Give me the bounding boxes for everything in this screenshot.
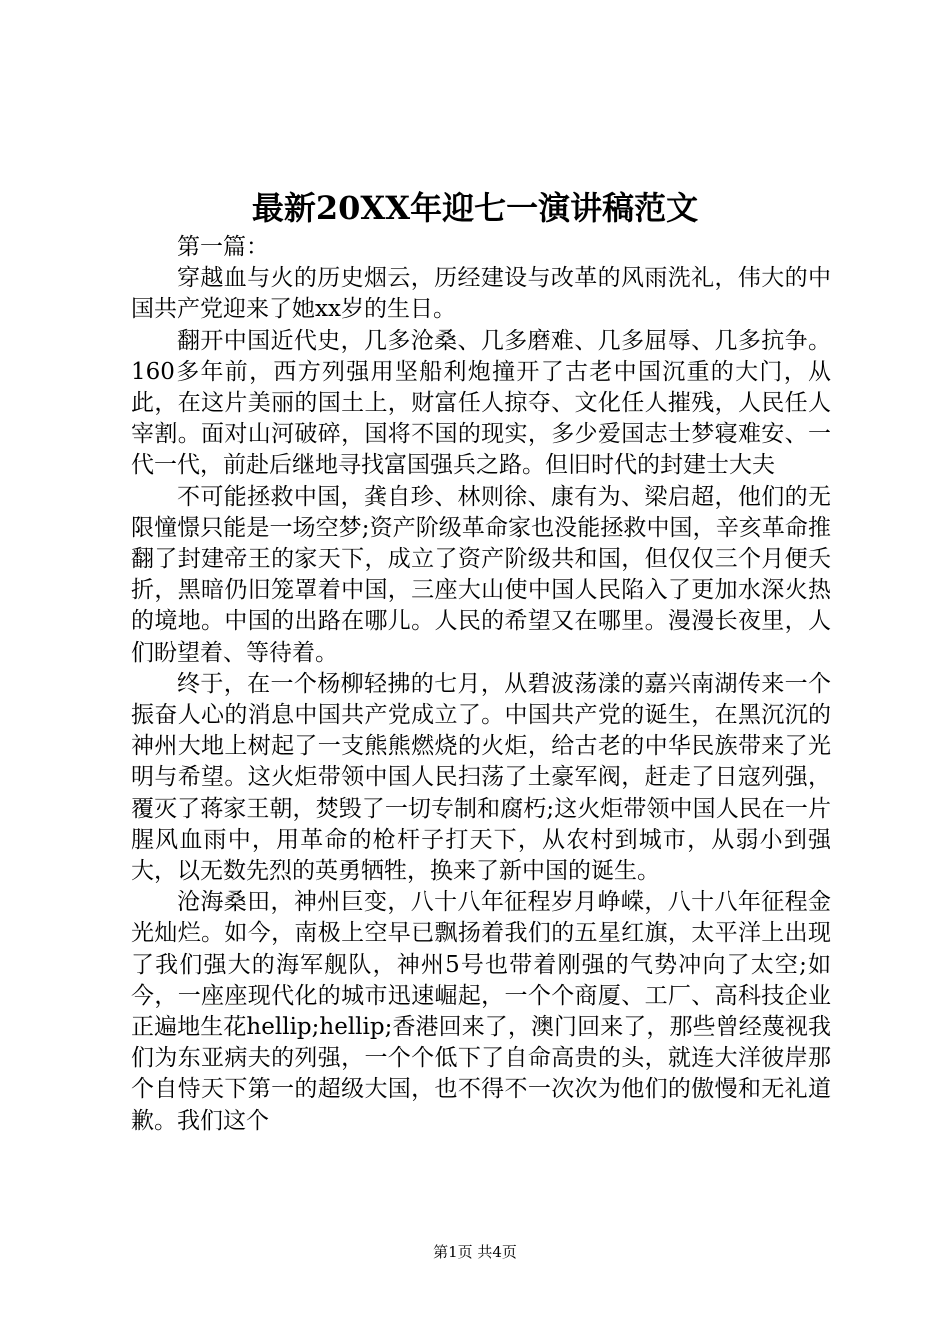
paragraph: 翻开中国近代史，几多沧桑、几多磨难、几多屈辱、几多抗争。160多年前，西方列强用坚船利炮撞开了古老中国沉重的大门，从此，在这片美丽的国土上，财富任人掠夺、文化任人摧残，人民任人宰割。面对山河破碎，国将不国的现实，多少爱国志士梦寝难安、一代一代，前赴后继地寻找富国强兵之路。但旧时代的封建士大夫 (131, 327, 831, 479)
document-title: 最新20XX年迎七一演讲稿范文 (251, 189, 699, 227)
page-footer: 第1页 共4页 (433, 1243, 517, 1261)
paragraph: 穿越血与火的历史烟云，历经建设与改革的风雨洗礼，伟大的中国共产党迎来了她xx岁的生日。 (131, 265, 831, 323)
paragraph: 沧海桑田，神州巨变，八十八年征程岁月峥嵘，八十八年征程金光灿烂。如今，南极上空早已飘扬着我们的五星红旗，太平洋上出现了我们强大的海军舰队，神州5号也带着刚强的气势冲向了太空;如今，一座座现代化的城市迅速崛起，一个个商厦、工厂、高科技企业正遍地生花hellip;hellip;香港回来了，澳门回来了，那些曾经蔑视我们为东亚病夫的列强，一个个低下了自命高贵的头，就连大洋彼岸那个自恃天下第一的超级大国，也不得不一次次为他们的傲慢和无礼道歉。我们这个 (131, 889, 831, 1134)
paragraph: 不可能拯救中国，龚自珍、林则徐、康有为、梁启超，他们的无限憧憬只能是一场空梦;资产阶级革命家也没能拯救中国，辛亥革命推翻了封建帝王的家天下，成立了资产阶级共和国，但仅仅三个月便夭折，黑暗仍旧笼罩着中国，三座大山使中国人民陷入了更加水深火热的境地。中国的出路在哪儿。人民的希望又在哪里。漫漫长夜里，人们盼望着、等待着。 (131, 483, 831, 666)
paragraph-heading: 第一篇： (177, 234, 269, 260)
document-body (131, 232, 831, 1137)
paragraph: 终于，在一个杨柳轻拂的七月，从碧波荡漾的嘉兴南湖传来一个振奋人心的消息中国共产党成立了。中国共产党的诞生，在黑沉沉的神州大地上树起了一支熊熊燃烧的火炬，给古老的中华民族带来了光明与希望。这火炬带领中国人民扫荡了土豪军阀，赶走了日寇列强，覆灭了蒋家王朝，焚毁了一切专制和腐朽;这火炬带领中国人民在一片腥风血雨中，用革命的枪杆子打天下，从农村到城市，从弱小到强大，以无数先烈的英勇牺牲，换来了新中国的诞生。 (131, 670, 831, 885)
